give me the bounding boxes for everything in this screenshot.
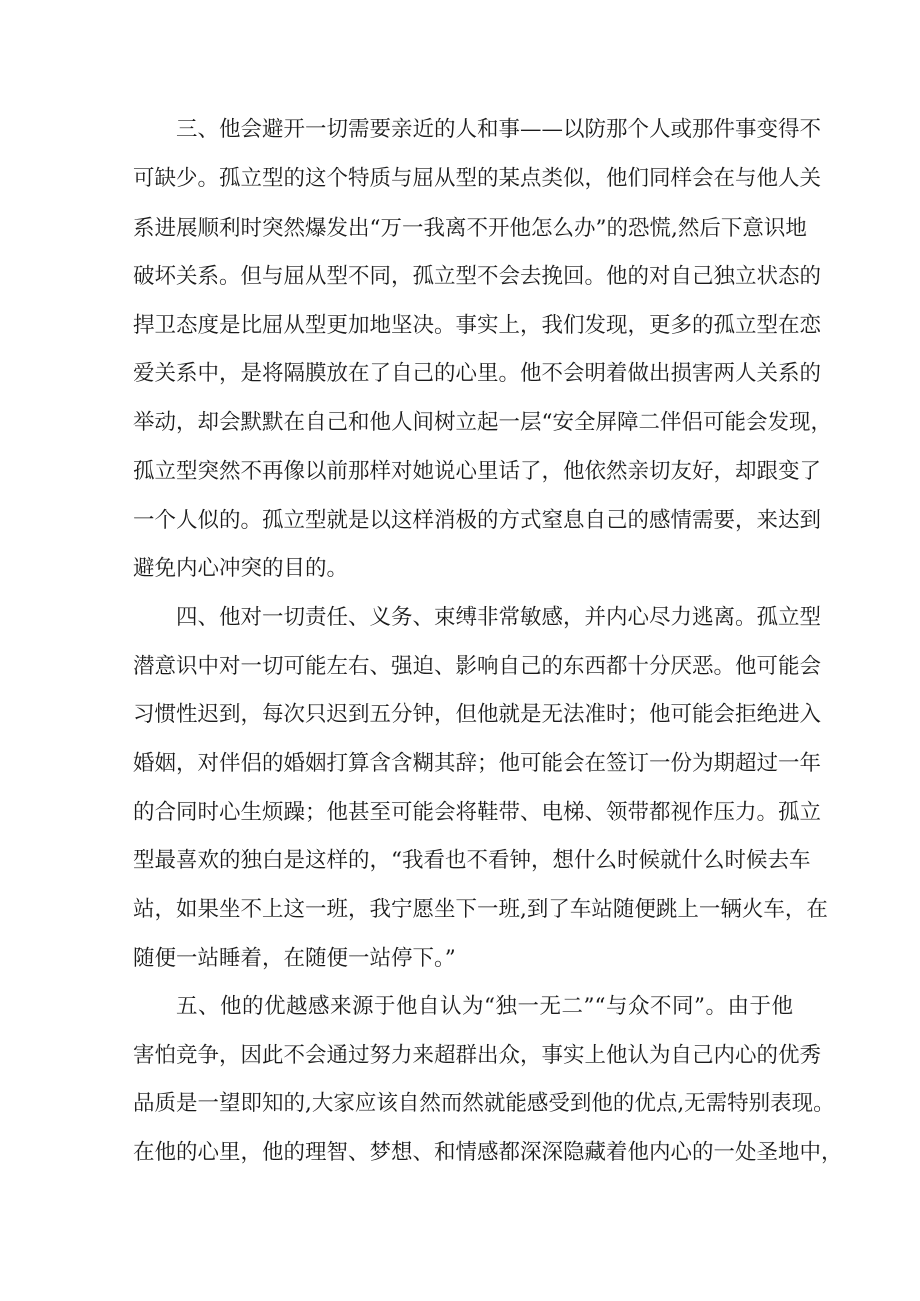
text-line: 站，如果坐不上这一班，我宁愿坐下一班,到了车站随便跳上一辆火车，在 [133,897,828,922]
text-line: 三、他会避开一切需要亲近的人和事——以防那个人或那件事变得不 [176,117,822,142]
text-line: 潜意识中对一切可能左右、强迫、影响自己的东西都十分厌恶。他可能会 [133,654,822,679]
text-line: 四、他对一切责任、义务、束缚非常敏感，并内心尽力逃离。孤立型 [176,605,822,630]
text-line: 在他的心里，他的理智、梦想、和情感都深深隐藏着他内心的一处圣地中， [133,1140,843,1165]
text-line: 型最喜欢的独白是这样的，“我看也不看钟，想什么时候就什么时候去车 [133,848,811,873]
text-line: 五、他的优越感来源于他自认为“独一无二”“与众不同”。由于他 [176,994,793,1019]
text-line: 的合同时心生烦躁；他甚至可能会将鞋带、电梯、领带都视作压力。孤立 [133,800,822,825]
text-line: 婚姻，对伴侣的婚姻打算含含糊其辞；他可能会在签订一份为期超过一年 [133,751,822,776]
text-line: 可缺少。孤立型的这个特质与屈从型的某点类似，他们同样会在与他人关 [133,166,822,191]
text-line: 避免内心冲突的目的。 [133,556,349,581]
text-line: 随便一站睡着，在随便一站停下。” [133,946,456,971]
text-line: 捍卫态度是比屈从型更加地坚决。事实上，我们发现，更多的孤立型在恋 [133,313,822,338]
text-line: 系进展顺利时突然爆发出“万一我离不开他怎么办”的恐慌,然后下意识地 [133,216,807,241]
text-line: 破坏关系。但与屈从型不同，孤立型不会去挽回。他的对自己独立状态的 [133,264,822,289]
text-line: 举动，却会默默在自己和他人间树立起一层“安全屏障二伴侣可能会发现， [133,410,832,435]
text-line: 一个人似的。孤立型就是以这样消极的方式窒息自己的感情需要，来达到 [133,508,822,533]
text-line: 习惯性迟到，每次只迟到五分钟，但他就是无法准时；他可能会拒绝进入 [133,702,822,727]
text-line: 品质是一望即知的,大家应该自然而然就能感受到他的优点,无需特别表现。 [133,1091,835,1116]
text-line: 害怕竞争，因此不会通过努力来超群出众，事实上他认为自己内心的优秀 [133,1043,822,1068]
text-line: 爱关系中，是将隔膜放在了自己的心里。他不会明着做出损害两人关系的 [133,361,822,386]
text-line: 孤立型突然不再像以前那样对她说心里话了，他依然亲切友好，却跟变了 [133,459,822,484]
